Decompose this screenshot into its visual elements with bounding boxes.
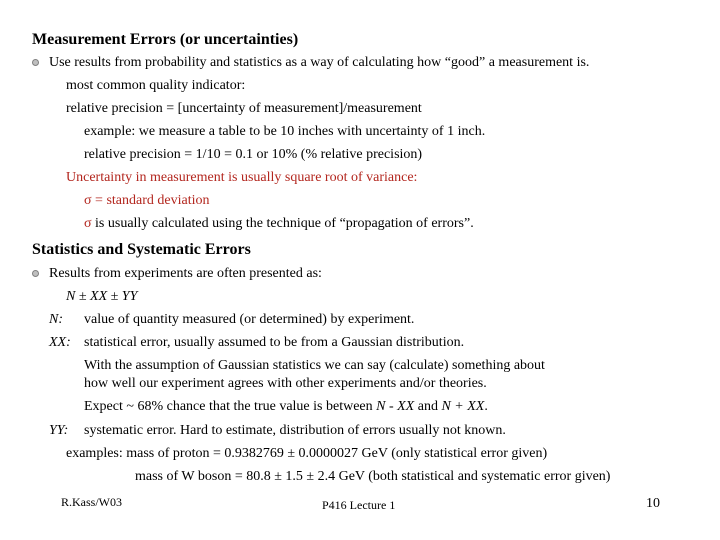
text-experiment-agreement: how well our experiment agrees with other experiments and/or theories.: [84, 376, 487, 391]
section-heading-statistics-systematic: Statistics and Systematic Errors: [32, 241, 251, 258]
section-heading-measurement-errors: Measurement Errors (or uncertainties): [32, 31, 299, 48]
formula-n-xx-yy: N ± XX ± YY: [66, 289, 138, 304]
text-sigma-standard-deviation: [84, 192, 209, 210]
text-quality-indicator: most common quality indicator:: [66, 78, 246, 93]
text-yy-definition: systematic error. Hard to estimate, distribution of errors usually not known.: [84, 423, 506, 438]
footer-lecture: P416 Lecture 1: [322, 498, 396, 512]
text-and: and: [414, 399, 442, 414]
footer-page-number: 10: [646, 496, 660, 511]
text-example-w-boson-mass: mass of W boson = 80.8 ± 1.5 ± 2.4 GeV (both statistical and systematic error given): [135, 469, 611, 484]
text-period: .: [484, 399, 488, 414]
sigma-definition: = standard deviation: [91, 193, 210, 208]
bullet-text-results: Results from experiments are often presented as:: [49, 266, 322, 281]
text-n-definition: value of quantity measured (or determined) by experiment.: [84, 312, 415, 327]
sigma-symbol: σ: [84, 193, 92, 208]
label-xx: XX:: [49, 335, 71, 350]
text-example-proton-mass: examples: mass of proton = 0.9382769 ± 0.0000027 GeV (only statistical error given): [66, 446, 548, 461]
text-68-percent-chance: [84, 398, 488, 416]
text-n-plus-xx: N + XX: [441, 399, 485, 414]
footer-author: R.Kass/W03: [61, 495, 122, 509]
label-n: N:: [49, 312, 63, 327]
label-yy: YY:: [49, 423, 69, 438]
text-gaussian-assumption: With the assumption of Gaussian statistics we can say (calculate) something about: [84, 358, 545, 373]
propagation-text: is usually calculated using the technique of “propagation of errors”.: [91, 216, 474, 231]
text-xx-definition: statistical error, usually assumed to be from a Gaussian distribution.: [84, 335, 465, 350]
sigma-symbol: σ: [84, 216, 92, 231]
text-uncertainty-variance: Uncertainty in measurement is usually square root of variance:: [66, 170, 418, 185]
text-relative-precision-definition: relative precision = [uncertainty of measurement]/measurement: [66, 101, 422, 116]
text-relative-precision-example: relative precision = 1/10 = 0.1 or 10% (% relative precision): [84, 147, 423, 162]
text-68-part-a: Expect ~ 68% chance that the true value is between: [84, 399, 377, 414]
bullet-icon: [32, 270, 39, 277]
bullet-icon: [32, 59, 39, 66]
text-example-table: example: we measure a table to be 10 inches with uncertainty of 1 inch.: [84, 124, 486, 139]
bullet-text-probability: Use results from probability and statistics as a way of calculating how “good” a measurement is.: [49, 55, 590, 70]
text-n-minus-xx: N - XX: [376, 399, 415, 414]
text-propagation-of-errors: [84, 215, 474, 233]
